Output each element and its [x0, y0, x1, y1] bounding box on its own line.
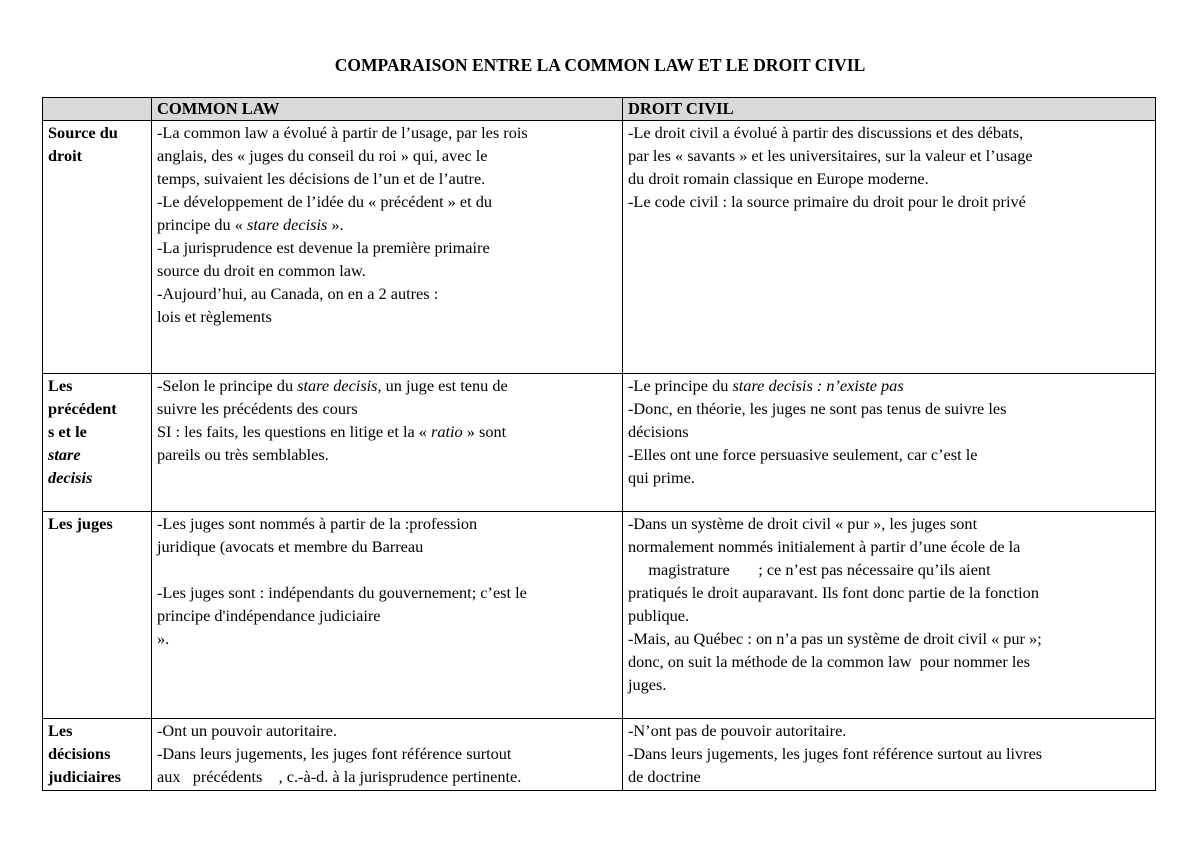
row-label-line: Les [48, 721, 73, 740]
table-row [43, 512, 1156, 719]
row-label-source [43, 121, 152, 374]
cell-line: lois et règlements [157, 307, 272, 326]
cell-line: de doctrine [628, 767, 701, 786]
cell-line: par les « savants » et les universitaires, sur la valeur et l’usage [628, 146, 1033, 165]
cell-line: -Dans leurs jugements, les juges font référence surtout au livres [628, 744, 1043, 763]
cell-line: juges. [628, 675, 667, 694]
header-blank-cell [43, 98, 152, 121]
cell-line: suivre les précédents des cours [157, 399, 358, 418]
cell-line: -Elles ont une force persuasive seulement, car c’est le [628, 445, 978, 464]
cell-droit-civil [623, 374, 1156, 512]
row-label-line: decisis [48, 468, 93, 487]
cell-line: -Le développement de l’idée du « précédent » et du [157, 192, 492, 211]
cell-line: -Les juges sont : indépendants du gouvernement; c’est le [157, 583, 527, 602]
cell-droit-civil [623, 719, 1156, 791]
cell-line: pareils ou très semblables. [157, 445, 329, 464]
cell-line: -Donc, en théorie, les juges ne sont pas tenus de suivre les [628, 399, 1007, 418]
cell-line: -La common law a évolué à partir de l’usage, par les rois [157, 123, 528, 142]
cell-line: -Selon le principe du stare decisis, un juge est tenu de [157, 376, 508, 395]
cell-common-law [152, 121, 623, 374]
row-label-line: s et le [48, 422, 87, 441]
cell-line: source du droit en common law. [157, 261, 366, 280]
cell-line: anglais, des « juges du conseil du roi » qui, avec le [157, 146, 488, 165]
cell-line: magistrature ; ce n’est pas nécessaire qu’ils aient [628, 560, 991, 579]
row-label-precedents [43, 374, 152, 512]
row-label-line: droit [48, 146, 83, 165]
table-row [43, 374, 1156, 512]
cell-line: qui prime. [628, 468, 695, 487]
cell-line: décisions [628, 422, 689, 441]
cell-line: principe du « stare decisis ». [157, 215, 344, 234]
header-common-law: COMMON LAW [152, 98, 623, 121]
cell-line: -Dans un système de droit civil « pur », les juges sont [628, 514, 978, 533]
cell-line: -Le principe du stare decisis : n’existe pas [628, 376, 904, 395]
cell-line: -Les juges sont nommés à partir de la :profession [157, 514, 478, 533]
cell-line: temps, suivaient les décisions de l’un et de l’autre. [157, 169, 486, 188]
cell-line: -La jurisprudence est devenue la première primaire [157, 238, 490, 257]
row-label-line: Source du [48, 123, 118, 142]
row-label-line: judiciaires [48, 767, 121, 786]
cell-line: -Dans leurs jugements, les juges font référence surtout [157, 744, 512, 763]
cell-line: -Mais, au Québec : on n’a pas un système de droit civil « pur »; [628, 629, 1042, 648]
row-label-line: stare [48, 445, 81, 464]
cell-line: SI : les faits, les questions en litige et la « ratio » sont [157, 422, 507, 441]
row-label-line: Les juges [48, 514, 113, 533]
cell-droit-civil [623, 121, 1156, 374]
cell-common-law [152, 719, 623, 791]
row-label-line: précédent [48, 399, 117, 418]
comparison-table [42, 97, 1156, 791]
cell-line: -Le droit civil a évolué à partir des discussions et des débats, [628, 123, 1024, 142]
cell-droit-civil [623, 512, 1156, 719]
cell-line: -Ont un pouvoir autoritaire. [157, 721, 337, 740]
table-header-row [43, 98, 1156, 121]
document-title: COMPARAISON ENTRE LA COMMON LAW ET LE DROIT CIVIL [334, 55, 866, 75]
table-row [43, 121, 1156, 374]
cell-line: -N’ont pas de pouvoir autoritaire. [628, 721, 847, 740]
cell-line: -Le code civil : la source primaire du droit pour le droit privé [628, 192, 1026, 211]
cell-line: donc, on suit la méthode de la common law pour nommer les [628, 652, 1030, 671]
row-label-juges [43, 512, 152, 719]
row-label-line: Les [48, 376, 73, 395]
cell-line: -Aujourd’hui, au Canada, on en a 2 autres : [157, 284, 439, 303]
cell-line: du droit romain classique en Europe moderne. [628, 169, 929, 188]
cell-line: pratiqués le droit auparavant. Ils font donc partie de la fonction [628, 583, 1039, 602]
cell-line [157, 558, 618, 581]
row-label-line: décisions [48, 744, 111, 763]
row-label-decisions [43, 719, 152, 791]
cell-common-law [152, 512, 623, 719]
cell-line: publique. [628, 606, 690, 625]
cell-line: juridique (avocats et membre du Barreau [157, 537, 424, 556]
cell-line: principe d'indépendance judiciaire [157, 606, 381, 625]
table-row [43, 719, 1156, 791]
cell-common-law [152, 374, 623, 512]
cell-line: normalement nommés initialement à partir d’une école de la [628, 537, 1021, 556]
header-droit-civil: DROIT CIVIL [623, 98, 1156, 121]
cell-line: aux précédents , c.-à-d. à la jurisprudence pertinente. [157, 767, 522, 786]
cell-line: ». [157, 629, 170, 648]
